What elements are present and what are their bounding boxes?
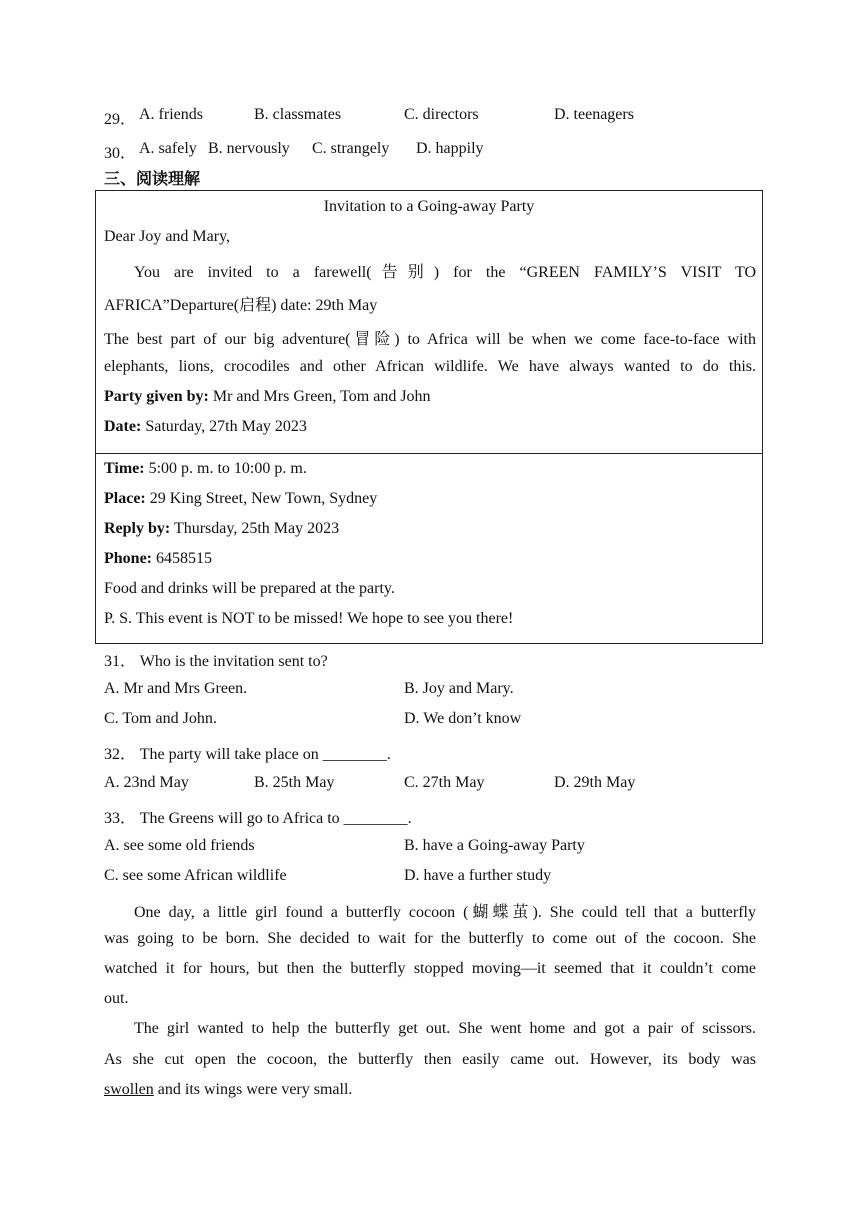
time-line [104, 460, 307, 478]
invitation-title: Invitation to a Going-away Party [323, 198, 535, 215]
option-c: C. directors [404, 106, 479, 123]
passage-line: One day, a little girl found a butterfly cocoon (蝴蝶茧). She could tell that a butterfly [134, 904, 756, 921]
option-a: A. see some old friends [104, 837, 255, 854]
phone-value: 6458515 [152, 550, 212, 567]
section-title: 三、阅读理解 [104, 169, 201, 188]
question-number: 29． [104, 111, 137, 128]
option-d: D. teenagers [554, 106, 634, 123]
question-32-options-row [104, 774, 764, 796]
question-31-options-row [104, 680, 764, 702]
question-31-options-row [104, 710, 764, 732]
invitation-body-line: AFRICA”Departure(启程) date: 29th May [104, 297, 378, 314]
given-by-label: Party given by: [104, 388, 209, 405]
phone-line [104, 550, 212, 568]
option-a: A. safely [139, 140, 197, 157]
option-d: D. happily [416, 140, 484, 157]
passage-line: watched it for hours, but then the butterfly stopped moving—it seemed that it couldn’t come [104, 960, 756, 977]
question-33-options-row [104, 837, 764, 859]
option-c: C. see some African wildlife [104, 867, 287, 884]
option-c: C. 27th May [404, 774, 485, 791]
passage-line: was going to be born. She decided to wait for the butterfly to come out of the cocoon. She [104, 930, 756, 947]
question-29 [104, 106, 764, 128]
option-c: C. Tom and John. [104, 710, 217, 727]
question-31-stem: 31． Who is the invitation sent to? [104, 653, 328, 670]
phone-label: Phone: [104, 550, 152, 567]
invitation-body-line: elephants, lions, crocodiles and other African wildlife. We have always wanted to do this. [104, 358, 756, 375]
passage-line: As she cut open the cocoon, the butterfly then easily came out. However, its body was [104, 1051, 756, 1068]
passage-line: out. [104, 990, 129, 1007]
option-b: B. classmates [254, 106, 342, 123]
reply-line [104, 520, 339, 538]
passage-line-rest: and its wings were very small. [153, 1081, 353, 1098]
option-c: C. strangely [312, 140, 390, 157]
question-33-options-row [104, 867, 764, 889]
date-value: Saturday, 27th May 2023 [141, 418, 307, 435]
question-30 [104, 140, 764, 162]
given-by-value: Mr and Mrs Green, Tom and John [208, 388, 431, 405]
date-line [104, 418, 307, 436]
question-number: 30． [104, 145, 137, 162]
option-d: D. have a further study [404, 867, 552, 884]
invitation-body-line: You are invited to a farewell(告别) for the “GREEN FAMILY’S VISIT TO [134, 264, 756, 281]
time-value: 5:00 p. m. to 10:00 p. m. [144, 460, 307, 477]
place-line [104, 490, 377, 508]
invitation-greeting: Dear Joy and Mary, [104, 228, 231, 245]
reply-label: Reply by: [104, 520, 171, 537]
ps-line: P. S. This event is NOT to be missed! We hope to see you there! [104, 610, 514, 627]
place-value: 29 King Street, New Town, Sydney [145, 490, 378, 507]
invitation-body-line: The best part of our big adventure(冒险) to Africa will be when we come face-to-face with [104, 331, 756, 348]
option-d: D. 29th May [554, 774, 636, 791]
underlined-word: swollen [104, 1081, 154, 1098]
time-label: Time: [104, 460, 145, 477]
passage-line: The girl wanted to help the butterfly get out. She went home and got a pair of scissors. [134, 1020, 756, 1037]
option-a: A. 23nd May [104, 774, 189, 791]
question-33-stem: 33． The Greens will go to Africa to ________. [104, 810, 412, 827]
option-b: B. Joy and Mary. [404, 680, 514, 697]
reply-value: Thursday, 25th May 2023 [170, 520, 340, 537]
food-line: Food and drinks will be prepared at the party. [104, 580, 395, 597]
option-b: B. have a Going-away Party [404, 837, 585, 854]
option-a: A. friends [139, 106, 203, 123]
place-label: Place: [104, 490, 146, 507]
option-b: B. nervously [208, 140, 290, 157]
given-by-line [104, 388, 431, 406]
option-a: A. Mr and Mrs Green. [104, 680, 248, 697]
date-label: Date: [104, 418, 142, 435]
question-32-stem: 32． The party will take place on ________. [104, 746, 391, 763]
option-b: B. 25th May [254, 774, 335, 791]
option-d: D. We don’t know [404, 710, 522, 727]
passage-line-last [104, 1081, 756, 1099]
